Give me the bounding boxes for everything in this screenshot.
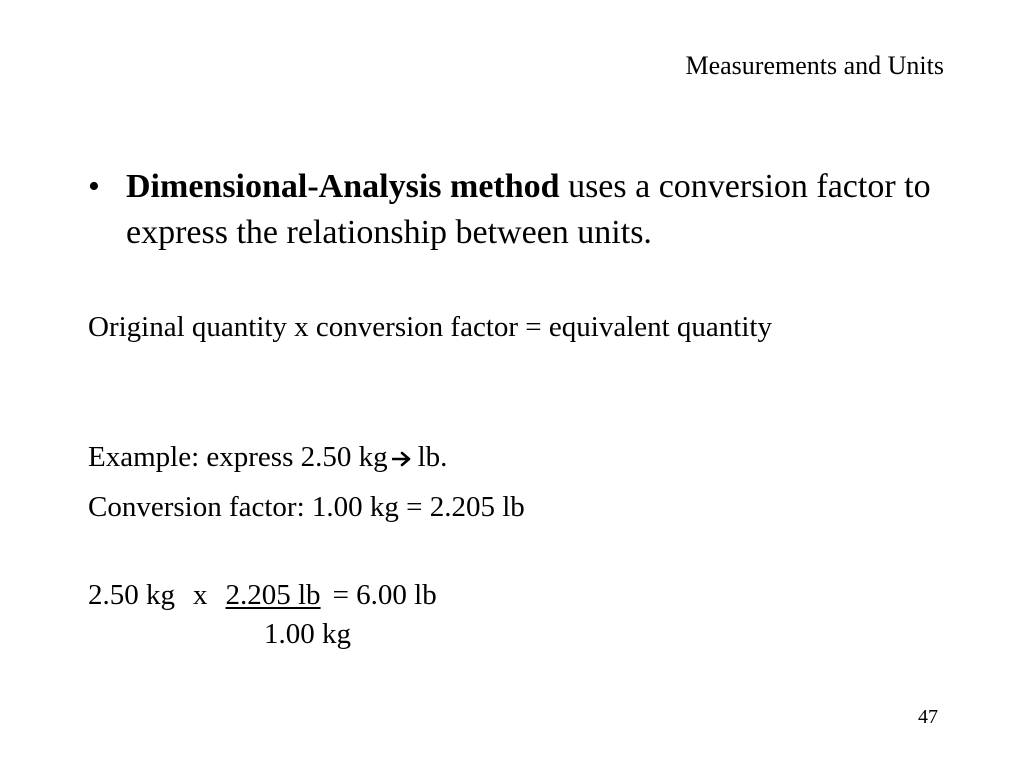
bullet-dot-icon: •: [88, 168, 100, 205]
calc-denominator: 1.00 kg: [264, 618, 351, 650]
calc-result: = 6.00 lb: [332, 579, 437, 611]
calc-quantity: 2.50 kg: [88, 579, 175, 611]
conversion-factor-line: Conversion factor: 1.00 kg = 2.205 lb: [88, 491, 525, 523]
bullet-point: [88, 164, 948, 256]
bullet-text: [126, 164, 948, 256]
calculation-line: [88, 578, 437, 612]
slide-header-title: Measurements and Units: [685, 51, 944, 80]
formula-line: Original quantity x conversion factor = equivalent quantity: [88, 311, 772, 343]
calc-operator: x: [193, 579, 208, 611]
page-number: 47: [918, 706, 938, 728]
bullet-rest-text: uses a conversion factor to express the relationship between units.: [126, 168, 931, 251]
right-arrow-icon: [392, 442, 412, 476]
example-line: [88, 440, 447, 476]
example-prefix: Example: express 2.50 kg: [88, 441, 388, 473]
calc-numerator: 2.205 lb: [225, 579, 321, 611]
bullet-bold-term: Dimensional-Analysis method: [126, 168, 560, 205]
example-suffix: lb.: [417, 441, 448, 473]
